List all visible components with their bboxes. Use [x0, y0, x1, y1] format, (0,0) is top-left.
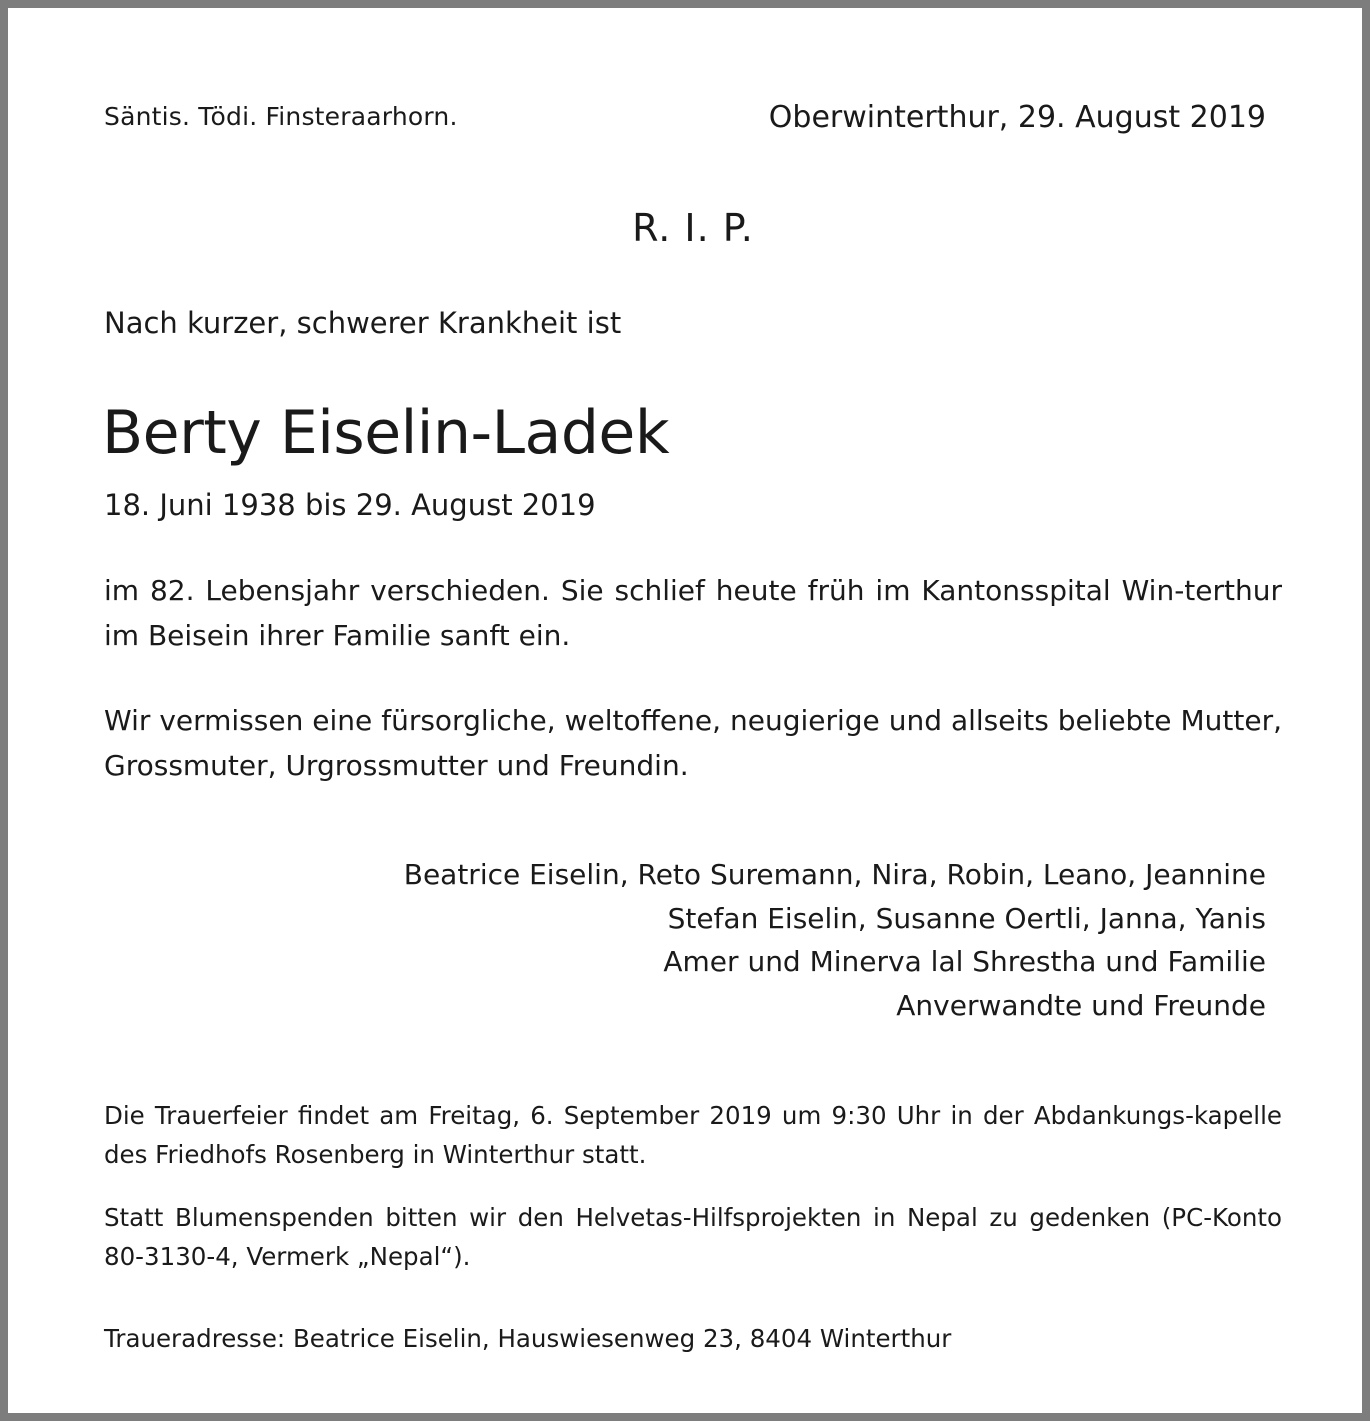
remembrance-paragraph: Wir vermissen eine fürsorgliche, weltoffene, neugierige und allseits beliebte Mutter, Grossmuter, Urgrossmutter und Freundin. — [104, 704, 1282, 782]
mourner-line: Amer und Minerva lal Shrestha und Familie — [663, 945, 1266, 978]
header-mountains-text: Säntis. Tödi. Finsteraarhorn. — [104, 102, 458, 131]
deceased-name: Berty Eiselin-Ladek — [102, 398, 670, 468]
mourners-list — [404, 853, 1266, 1027]
donation-notice: Statt Blumenspenden bitten wir den Helvetas-Hilfsprojekten in Nepal zu gedenken (PC-Konto 80-3130-4, Vermerk „Nepal“). — [104, 1203, 1282, 1271]
mourner-line: Beatrice Eiselin, Reto Suremann, Nira, Robin, Leano, Jeannine — [403, 858, 1266, 891]
mourner-line: Stefan Eiselin, Susanne Oertli, Janna, Yanis — [667, 901, 1266, 935]
rip-heading: R. I. P. — [632, 206, 754, 250]
mourning-address: Traueradresse: Beatrice Eiselin, Hauswiesenweg 23, 8404 Winterthur — [104, 1324, 952, 1353]
passing-paragraph: im 82. Lebensjahr verschieden. Sie schlief heute früh im Kantonsspital Win-terthur im Beisein ihrer Familie sanft ein. — [104, 574, 1282, 652]
mourner-line: Anverwandte und Freunde — [896, 988, 1266, 1022]
header-place-date: Oberwinterthur, 29. August 2019 — [768, 100, 1266, 135]
deceased-lifespan: 18. Juni 1938 bis 29. August 2019 — [104, 488, 596, 522]
intro-text: Nach kurzer, schwerer Krankheit ist — [104, 306, 622, 340]
funeral-notice: Die Trauerfeier findet am Freitag, 6. September 2019 um 9:30 Uhr in der Abdankungs-kapelle des Friedhofs Rosenberg in Winterthur statt. — [104, 1101, 1282, 1169]
